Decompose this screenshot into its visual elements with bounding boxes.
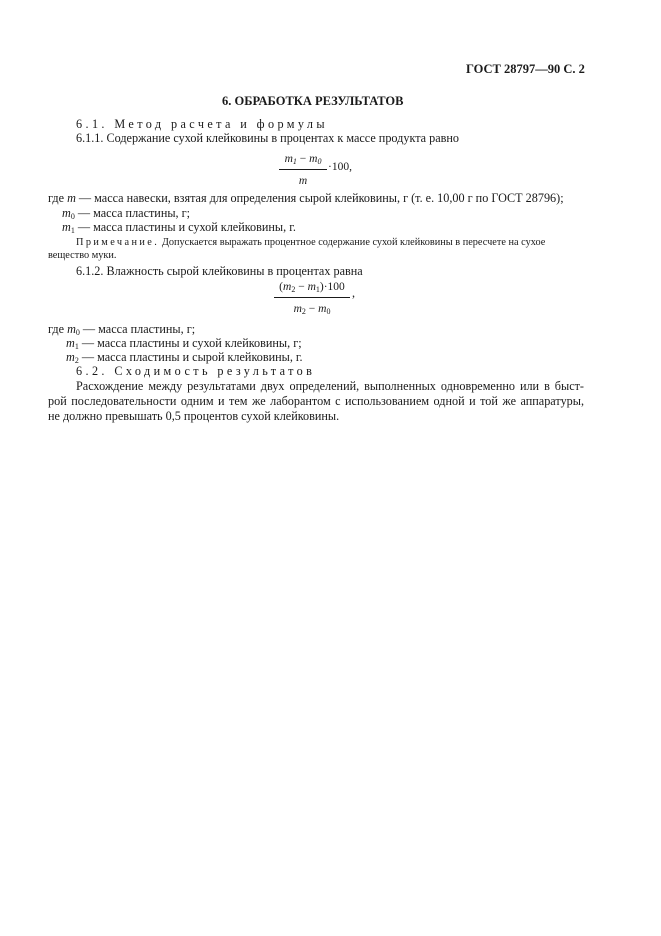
- definition2-m2: $m_2$ — масса пластины и сырой клейковины, г.: [66, 350, 303, 365]
- subsection-heading-6-1: 6.1. Метод расчета и формулы: [76, 117, 328, 131]
- formula-dry-gluten: [279, 153, 327, 187]
- definition-m: где m — масса навески, взятая для определения сырой клейковины, г (т. е. 10,00 г по ГОСТ 28796);: [48, 191, 564, 205]
- paragraph-6-2-line-2: рой последовательности одним и тем же лаборантом с использованием одной и той же аппаратуры,: [48, 394, 584, 408]
- formula-numerator: $m_1 - m_0$: [284, 153, 322, 166]
- formula-trailing-comma: ,: [352, 286, 356, 300]
- note-label: Примечание.: [76, 237, 160, 248]
- definition-m1: $m_1$ — масса пластины и сухой клейковины, г.: [62, 220, 296, 235]
- document-reference: ГОСТ 28797—90 С. 2: [466, 62, 585, 76]
- paragraph-6-2-line-3: не должно превышать 0,5 процентов сухой клейковины.: [48, 409, 340, 423]
- note-line-2: вещество муки.: [48, 250, 117, 261]
- paragraph-6-1-2: 6.1.2. Влажность сырой клейковины в процентах равна: [76, 264, 363, 278]
- paragraph-6-1-1: 6.1.1. Содержание сухой клейковины в процентах к массе продукта равно: [76, 131, 460, 145]
- formula-moisture: [274, 281, 350, 315]
- section-title: 6. ОБРАБОТКА РЕЗУЛЬТАТОВ: [222, 94, 404, 108]
- formula-multiplier: ·100,: [328, 161, 352, 173]
- paragraph-6-2-line-1: Расхождение между результатами двух определений, выполненных одновременно или в быст-: [76, 379, 584, 393]
- formula-numerator: $(m_2 - m_1)\cdot 100$: [279, 281, 345, 294]
- fraction-bar: [279, 169, 327, 170]
- note-line-1: Примечание. Допускается выражать процентное содержание сухой клейковины в пересчете на сухое: [76, 237, 546, 248]
- formula-denominator: $m_2 - m_0$: [293, 303, 331, 316]
- definition2-m0: где $m_0$ — масса пластины, г;: [48, 322, 196, 337]
- subsection-heading-6-2: 6.2. Сходимость результатов: [76, 364, 316, 378]
- definition-m0: $m_0$ — масса пластины, г;: [62, 206, 191, 221]
- definition2-m1: $m_1$ — масса пластины и сухой клейковины, г;: [66, 336, 302, 351]
- formula-denominator: m: [298, 175, 308, 187]
- fraction-bar: [274, 297, 350, 298]
